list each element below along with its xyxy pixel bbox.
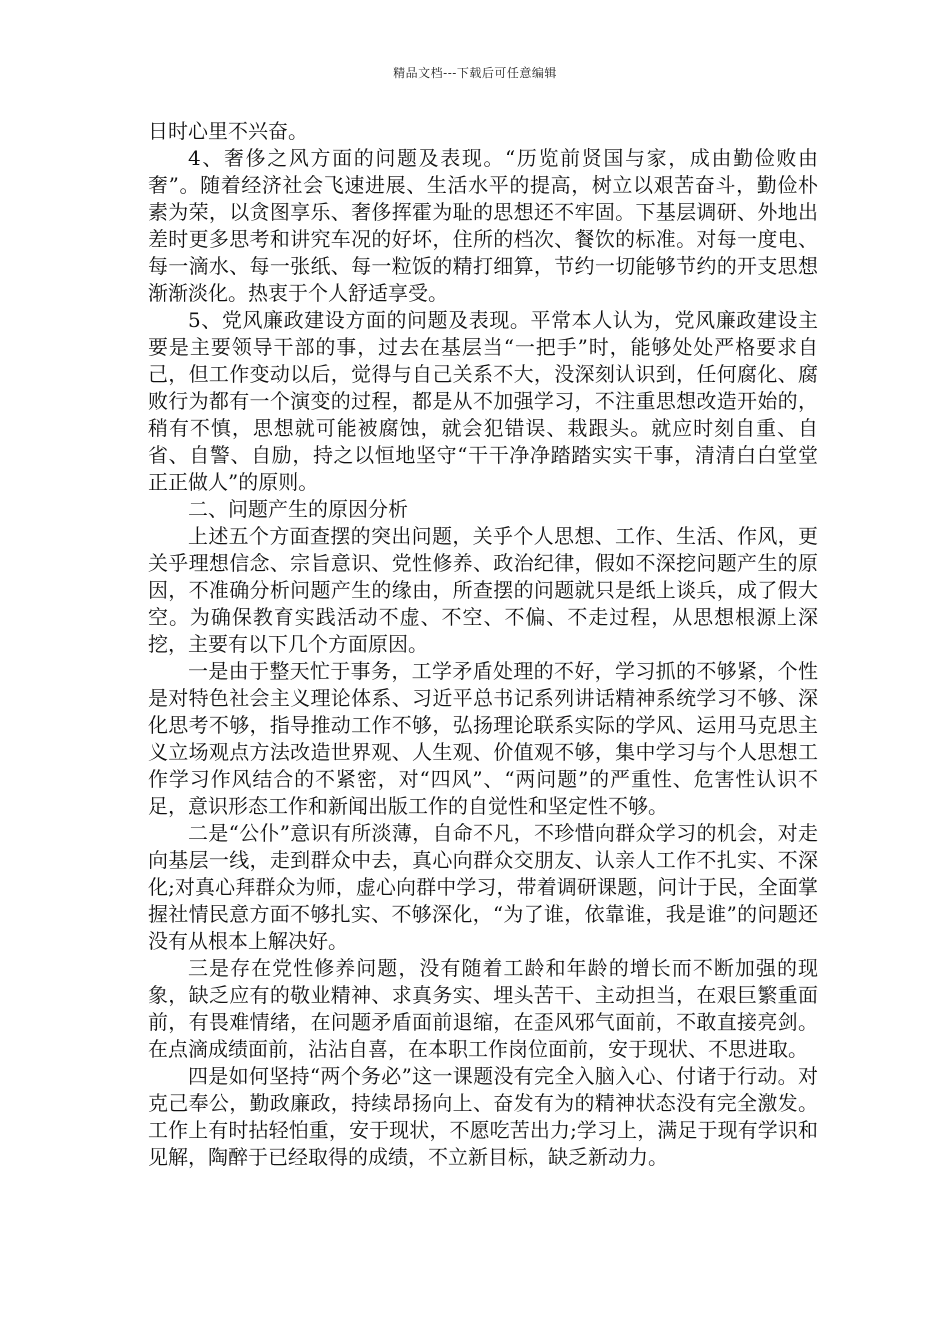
- paragraph-continuation: 日时心里不兴奋。: [148, 119, 308, 143]
- page-header: 精品文档---下载后可任意编辑: [393, 66, 557, 80]
- paragraph-cause-three: 三是存在党性修养问题，没有随着工龄和年龄的增长而不断加强的现象，缺乏应有的敬业精神、求真务实、埋头苦干、主动担当，在艰巨繁重面前，有畏难情绪，在问题矛盾面前退缩，在歪风邪气面前，不敢直接亮剑。在点滴成绩面前，沾沾自喜，在本职工作岗位面前，安于现状、不思进取。: [148, 956, 818, 1061]
- paragraph-integrity: 5、党风廉政建设方面的问题及表现。平常本人认为，党风廉政建设主要是主要领导干部的事，过去在基层当“一把手”时，能够处处严格要求自己，但工作变动以后，觉得与自己关系不大，没深刻认识到，任何腐化、腐败行为都有一个演变的过程，都是从不加强学习，不注重思想改造开始的，稍有不慎，思想就可能被腐蚀，就会犯错误、栽跟头。就应时刻自重、自省、自警、自励，持之以恒地坚守“干干净净踏踏实实干事，清清白白堂堂正正做人”的原则。: [148, 308, 818, 494]
- paragraph-cause-one: 一是由于整天忙于事务，工学矛盾处理的不好，学习抓的不够紧，个性是对特色社会主义理论体系、习近平总书记系列讲话精神系统学习不够、深化思考不够，指导推动工作不够，弘扬理论联系实际的学风、运用马克思主义立场观点方法改造世界观、人生观、价值观不够，集中学习与个人思想工作学习作风结合的不紧密，对“四风”、“两问题”的严重性、危害性认识不足，意识形态工作和新闻出版工作的自觉性和坚定性不够。: [148, 659, 818, 818]
- paragraph-cause-two: 二是“公仆”意识有所淡薄，自命不凡，不珍惜向群众学习的机会，对走向基层一线，走到群众中去，真心向群众交朋友、认亲人工作不扎实、不深化;对真心拜群众为师，虚心向群中学习，带着调研课题，问计于民，全面掌握社情民意方面不够扎实、不够深化，“为了谁，依靠谁，我是谁”的问题还没有从根本上解决好。: [148, 821, 818, 953]
- paragraph-cause-four: 四是如何坚持“两个务必”这一课题没有完全入脑入心、付诸于行动。对克己奉公，勤政廉政，持续昂扬向上、奋发有为的精神状态没有完全激发。工作上有时拈轻怕重，安于现状，不愿吃苦出力;学习上，满足于现有学识和见解，陶醉于已经取得的成绩，不立新目标，缺乏新动力。: [148, 1064, 818, 1169]
- paragraph-cause-intro: 上述五个方面查摆的突出问题，关乎个人思想、工作、生活、作风，更关乎理想信念、宗旨意识、党性修养、政治纪律，假如不深挖问题产生的原因，不准确分析问题产生的缘由，所查摆的问题就只是纸上谈兵，成了假大空。为确保教育实践活动不虚、不空、不偏、不走过程，从思想根源上深挖，主要有以下几个方面原因。: [148, 524, 818, 656]
- paragraph-extravagance: 4、奢侈之风方面的问题及表现。“历览前贤国与家，成由勤俭败由奢”。随着经济社会飞速进展、生活水平的提高，树立以艰苦奋斗，勤俭朴素为荣，以贪图享乐、奢侈挥霍为耻的思想还不牢固。下基层调研、外地出差时更多思考和讲究车况的好坏，住所的档次、餐饮的标准。对每一度电、每一滴水、每一张纸、每一粒饭的精打细算，节约一切能够节约的开支思想渐渐淡化。热衷于个人舒适享受。: [148, 146, 818, 305]
- section-heading-cause-analysis: 二、问题产生的原因分析: [188, 497, 408, 521]
- document-body: [148, 118, 818, 1171]
